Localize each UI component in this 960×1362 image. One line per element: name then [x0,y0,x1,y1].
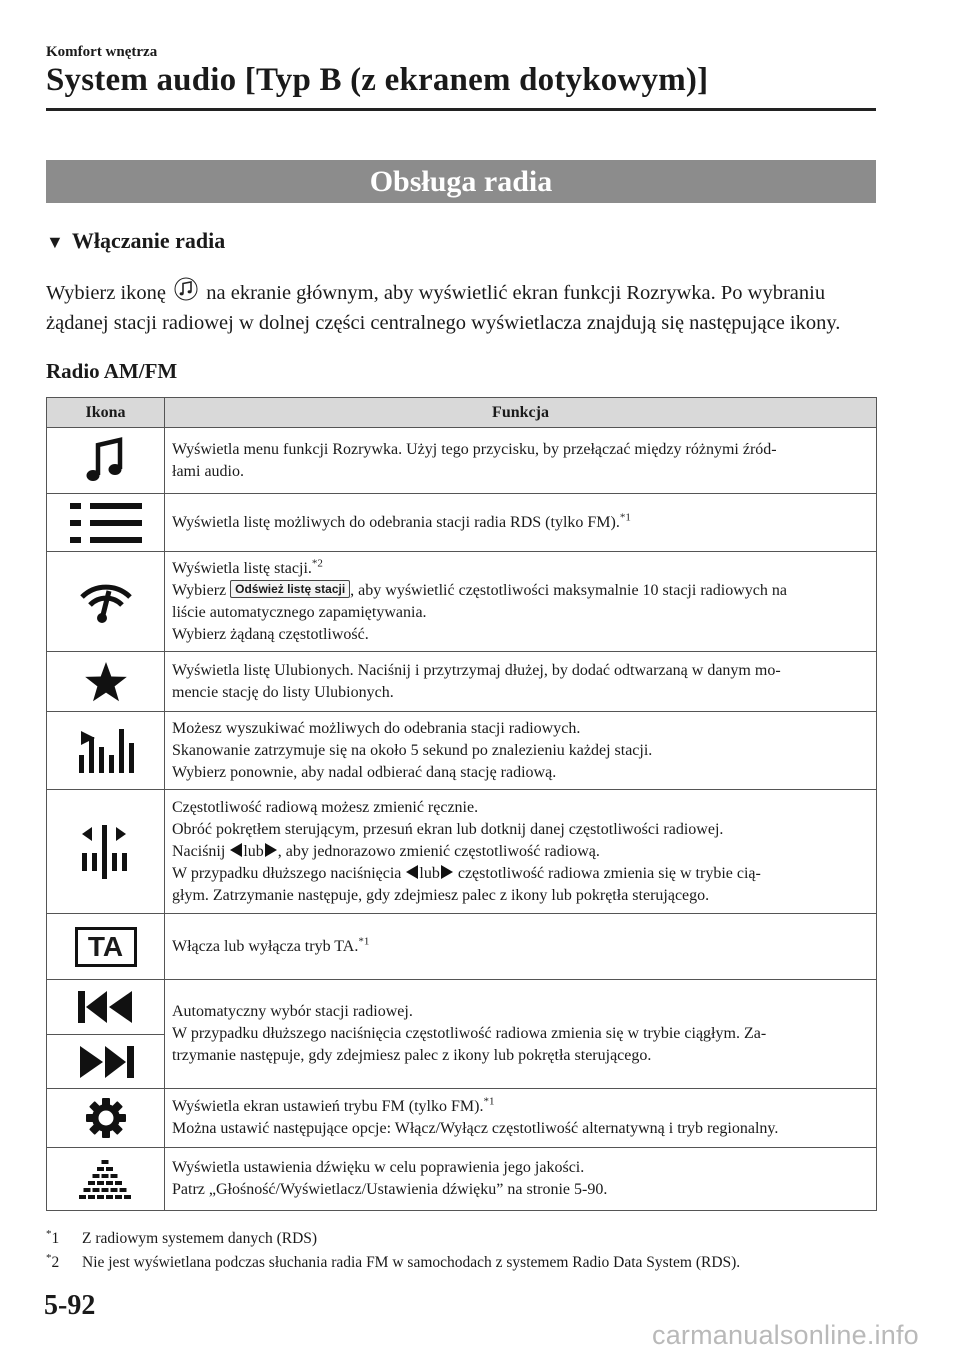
table-row [47,652,877,712]
watermark: carmanualsonline.info [652,1320,919,1350]
table-row [47,494,877,552]
row-text: Można ustawić następujące opcje: Włącz/Wyłącz częstotliwość alternatywną i tryb regionalny. [172,1120,779,1137]
table-row [47,790,877,914]
row-text: trzymanie następuje, gdy zdejmiesz palec z ikony lub pokrętła sterującego. [172,1047,652,1064]
row-text: Wybierz [172,581,227,599]
footnote-ref: *1 [358,935,370,948]
row-text: Możesz wyszukiwać możliwych do odebrania stacji radiowych. [172,719,581,737]
row-text: Włącza lub wyłącza tryb TA. [172,937,359,955]
row-text: Naciśnij [172,842,226,860]
table-row [47,428,877,494]
row-text: lub [243,842,264,860]
refresh-station-list-button[interactable]: Odśwież listę stacji [230,580,350,598]
music-note-icon [174,277,198,301]
footnote-ref: *1 [483,1095,495,1108]
footnotes [46,1227,740,1275]
skip-forward-icon [76,1044,136,1080]
footnote-text: Z radiowym systemem danych (RDS) [82,1230,318,1247]
triangle-left-icon [229,842,243,858]
intro-text-end: na ekranie głównym, aby wyświetlić ekran funkcji Rozrywka. Po wybraniu żądanej stacji radiowej w dolnej części centralnego wyświetlacza znajdują się następujące ikony. [46,282,841,334]
footnote-text: Nie jest wyświetlana podczas słuchania radia FM w samochodach z systemem Radio Data System (RDS). [82,1254,741,1271]
table-row [47,1089,877,1148]
page-number: 5-92 [44,1290,96,1321]
row-text: Obróć pokrętłem sterującym, przesuń ekran lub dotknij danej częstotliwości radiowej. [172,820,724,838]
star-icon [84,661,128,703]
footnote: *1 Z radiowym systemem danych (RDS) [46,1227,318,1247]
row-text: W przypadku dłuższego naciśnięcia [172,864,402,882]
footnote-ref: *2 [311,557,323,570]
intro-text-start: Wybierz ikonę [46,282,167,304]
triangle-right-icon [264,842,278,858]
row-text: mencie stację do listy Ulubionych. [172,683,394,701]
row-text: , aby jednorazowo zmienić częstotliwość radiową. [277,842,600,860]
header-icon-column: Ikona [47,398,165,428]
row-text: Wyświetla listę możliwych do odebrania stacji radia RDS (tylko FM). [172,513,620,531]
table-row [47,712,877,790]
scan-icon [76,725,136,777]
row-text: częstotliwość radiowa zmienia się w trybie cią- [457,864,761,882]
row-text: Automatyczny wybór stacji radiowej. [172,1003,413,1020]
triangle-left-icon [405,864,419,880]
row-text: lub [419,864,440,882]
music-note-icon [81,437,131,485]
table-row [47,552,877,652]
table-row [47,980,877,1089]
broadcast-icon [76,577,136,627]
row-text: Wyświetla ekran ustawień trybu FM (tylko FM). [172,1098,484,1115]
section-banner: Obsługa radia [46,160,876,203]
function-table [46,397,877,1211]
row-text: Skanowanie zatrzymuje się na około 5 sekund po znalezieniu każdej stacji. [172,741,653,759]
row-text: Wybierz żądaną częstotliwość. [172,625,369,643]
row-text: Wyświetla listę stacji. [172,559,312,577]
header-divider [46,108,876,111]
triangle-right-icon [440,864,454,880]
section-label-header: Komfort wnętrza [46,44,158,60]
radio-section-label: Radio AM/FM [46,359,178,383]
header-function-column: Funkcja [165,398,877,428]
manual-tune-icon [76,823,136,881]
skip-back-icon [76,989,136,1025]
ta-icon: TA [75,927,137,967]
intro-paragraph [46,277,876,338]
row-text: Częstotliwość radiową możesz zmienić ręcznie. [172,798,479,816]
row-text: łami audio. [172,462,244,480]
row-text: Wyświetla ustawienia dźwięku w celu poprawienia jego jakości. [172,1159,585,1176]
table-row [47,1148,877,1211]
row-text: liście automatycznego zapamiętywania. [172,603,427,621]
footnote-ref: *1 [619,511,631,524]
row-text: , aby wyświetlić częstotliwości maksymalnie 10 stacji radiowych na [350,581,787,599]
row-text: Patrz „Głośność/Wyświetlacz/Ustawienia dźwięku” na stronie 5-90. [172,1181,608,1198]
row-text: głym. Zatrzymanie następuje, gdy zdejmiesz palec z ikony lub pokrętła sterującego. [172,886,710,904]
list-icon [66,499,146,547]
footnote-mark: 2 [51,1254,60,1271]
page-title: System audio [Typ B (z ekranem dotykowym)] [46,62,709,98]
table-row [47,914,877,980]
footnote: *2 Nie jest wyświetlana podczas słuchania radia FM w samochodach z systemem Radio Data System (RDS). [46,1251,741,1271]
subheading-text: Włączanie radia [71,228,226,253]
row-text: Wyświetla menu funkcji Rozrywka. Użyj tego przycisku, by przełączać między różnymi źród- [172,440,777,458]
subheading [46,228,225,254]
row-text: W przypadku dłuższego naciśnięcia częstotliwość radiowa zmienia się w trybie ciągłym. Za- [172,1025,767,1042]
triangle-marker: ▼ [46,232,64,252]
row-text: Wyświetla listę Ulubionych. Naciśnij i przytrzymaj dłużej, by dodać odtwarzaną w danym mo- [172,661,781,679]
footnote-mark: 1 [51,1230,60,1247]
equalizer-icon [76,1154,136,1204]
row-text: Wybierz ponownie, aby nadal odbierać daną stację radiową. [172,763,557,781]
gear-icon [84,1096,128,1140]
